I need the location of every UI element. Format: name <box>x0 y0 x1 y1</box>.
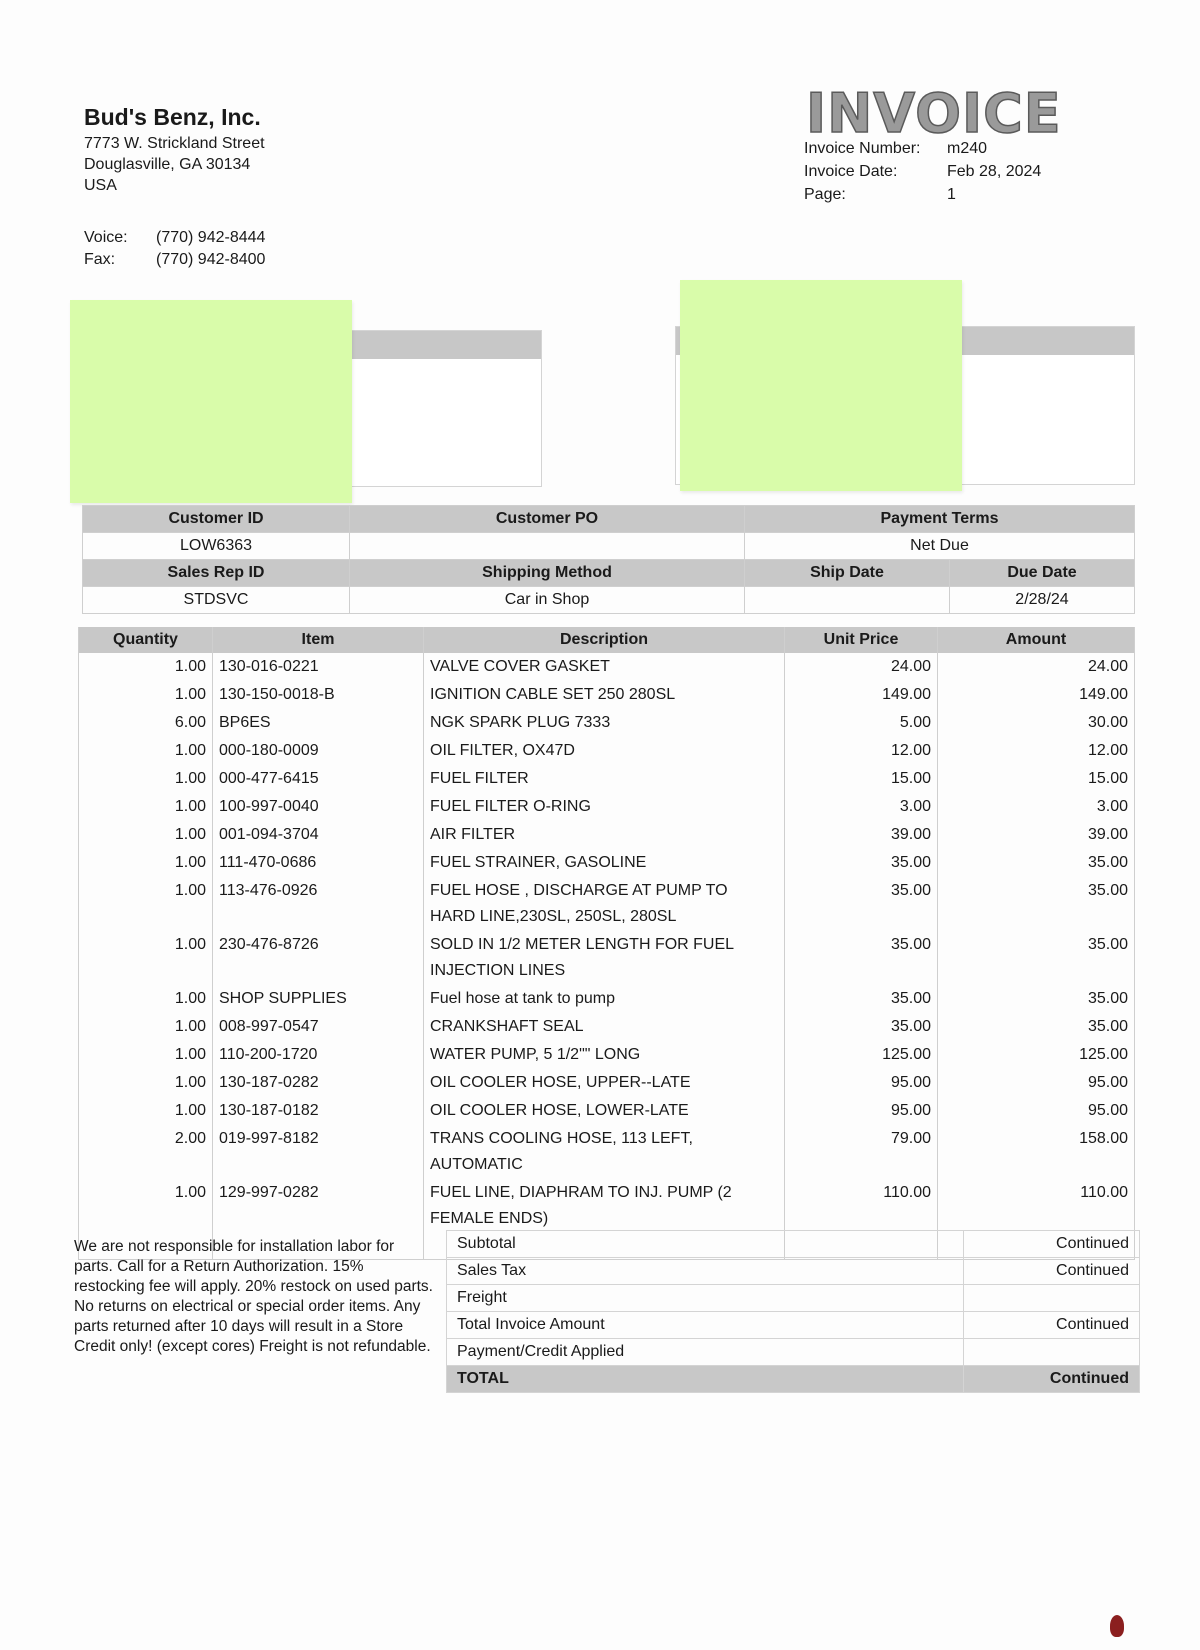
line-item-description <box>424 931 785 985</box>
shipping-method-value: Car in Shop <box>350 587 745 614</box>
unit-price-header: Unit Price <box>785 627 938 653</box>
line-item-row <box>79 985 1135 1013</box>
line-item-quantity: 1.00 <box>79 1041 213 1069</box>
customer-info-table <box>82 505 1135 614</box>
line-item-number: 130-187-0182 <box>213 1097 424 1125</box>
total-label: TOTAL <box>447 1366 964 1393</box>
line-item-row <box>79 681 1135 709</box>
line-item-row <box>79 1041 1135 1069</box>
line-item-number: 008-997-0547 <box>213 1013 424 1041</box>
line-item-quantity: 1.00 <box>79 985 213 1013</box>
line-item-description-line: OIL COOLER HOSE, UPPER--LATE <box>430 1074 691 1091</box>
line-item-quantity: 1.00 <box>79 877 213 931</box>
line-item-number: BP6ES <box>213 709 424 737</box>
line-item-number: 000-477-6415 <box>213 765 424 793</box>
line-item-row <box>79 1013 1135 1041</box>
line-item-amount: 35.00 <box>938 877 1135 931</box>
payment-terms-value: Net Due <box>745 533 1135 560</box>
line-item-unit-price: 35.00 <box>785 877 938 931</box>
line-item-row <box>79 821 1135 849</box>
description-header: Description <box>424 627 785 653</box>
customer-id-header: Customer ID <box>83 506 350 533</box>
invoice-title: INVOICE <box>806 82 1062 145</box>
payment-terms-header: Payment Terms <box>745 506 1135 533</box>
voice-label: Voice: <box>84 229 128 246</box>
sales-rep-header: Sales Rep ID <box>83 560 350 587</box>
due-date-value: 2/28/24 <box>950 587 1135 614</box>
line-item-description-line: Fuel hose at tank to pump <box>430 990 615 1007</box>
line-item-description-line: FUEL HOSE , DISCHARGE AT PUMP TO <box>430 882 728 899</box>
line-item-unit-price: 35.00 <box>785 985 938 1013</box>
customer-po-header: Customer PO <box>350 506 745 533</box>
line-item-number: 000-180-0009 <box>213 737 424 765</box>
line-items-table <box>78 627 1135 1260</box>
line-item-amount: 35.00 <box>938 985 1135 1013</box>
line-item-description-line: VALVE COVER GASKET <box>430 658 610 675</box>
line-item-description-line: FUEL STRAINER, GASOLINE <box>430 854 647 871</box>
page-line <box>804 186 956 204</box>
company-name: Bud's Benz, Inc. <box>84 104 261 130</box>
line-item-description-line: FUEL FILTER <box>430 770 529 787</box>
line-item-amount: 95.00 <box>938 1097 1135 1125</box>
line-item-quantity: 6.00 <box>79 709 213 737</box>
invoice-number-line <box>804 140 987 158</box>
quantity-header: Quantity <box>79 627 213 653</box>
customer-po-value <box>350 533 745 560</box>
line-item-row <box>79 849 1135 877</box>
line-item-row <box>79 931 1135 985</box>
line-item-description <box>424 681 785 709</box>
line-item-quantity: 1.00 <box>79 681 213 709</box>
customer-id-value: LOW6363 <box>83 533 350 560</box>
return-policy-text: We are not responsible for installation labor for parts. Call for a Return Authorization. 15% restocking fee will apply. 20% restock on used parts. No returns on electrical or special order items. Any parts returned after 10 days will result in a Store Credit only! (except cores) Freight is not refundable. <box>74 1238 433 1355</box>
line-item-description <box>424 1179 785 1233</box>
line-item-unit-price: 15.00 <box>785 765 938 793</box>
line-item-number: 110-200-1720 <box>213 1041 424 1069</box>
line-item-description <box>424 877 785 931</box>
line-item-description-line: TRANS COOLING HOSE, 113 LEFT, <box>430 1130 693 1147</box>
line-item-description-line: OIL FILTER, OX47D <box>430 742 575 759</box>
line-item-description-line: NGK SPARK PLUG 7333 <box>430 714 611 731</box>
line-item-unit-price: 35.00 <box>785 849 938 877</box>
line-item-number: 129-997-0282 <box>213 1179 424 1233</box>
company-country: USA <box>84 177 117 194</box>
line-item-quantity: 1.00 <box>79 1179 213 1233</box>
line-item-quantity: 1.00 <box>79 821 213 849</box>
line-item-description <box>424 1013 785 1041</box>
line-item-description <box>424 765 785 793</box>
invoice-date: Feb 28, 2024 <box>947 163 1042 180</box>
page-number: 1 <box>947 186 956 203</box>
line-item-amount: 30.00 <box>938 709 1135 737</box>
invoice-number: m240 <box>947 140 988 157</box>
line-item-description <box>424 1041 785 1069</box>
line-item-amount: 12.00 <box>938 737 1135 765</box>
line-item-unit-price: 95.00 <box>785 1097 938 1125</box>
line-item-row <box>79 1179 1135 1233</box>
line-item-quantity: 1.00 <box>79 765 213 793</box>
due-date-header: Due Date <box>950 560 1135 587</box>
line-item-description <box>424 653 785 681</box>
company-city: Douglasville, GA 30134 <box>84 156 251 173</box>
line-item-quantity: 1.00 <box>79 849 213 877</box>
line-item-amount: 35.00 <box>938 931 1135 985</box>
line-item-number: 230-476-8726 <box>213 931 424 985</box>
line-item-row <box>79 793 1135 821</box>
line-item-description-line: CRANKSHAFT SEAL <box>430 1018 584 1035</box>
line-item-unit-price: 35.00 <box>785 931 938 985</box>
ink-mark <box>1110 1615 1124 1637</box>
line-item-description <box>424 1125 785 1179</box>
line-item-unit-price: 149.00 <box>785 681 938 709</box>
line-item-unit-price: 39.00 <box>785 821 938 849</box>
subtotal-label: Subtotal <box>447 1231 964 1258</box>
line-item-quantity: 1.00 <box>79 1013 213 1041</box>
line-item-number: 113-476-0926 <box>213 877 424 931</box>
line-item-description-line: WATER PUMP, 5 1/2"" LONG <box>430 1046 641 1063</box>
line-item-quantity: 1.00 <box>79 1097 213 1125</box>
total-value: Continued <box>964 1366 1140 1393</box>
line-item-unit-price: 95.00 <box>785 1069 938 1097</box>
line-item-description-line: IGNITION CABLE SET 250 280SL <box>430 686 676 703</box>
invoice-date-label: Invoice Date: <box>804 163 898 180</box>
line-item-amount: 95.00 <box>938 1069 1135 1097</box>
line-item-amount: 24.00 <box>938 653 1135 681</box>
line-item-description-line: FUEL LINE, DIAPHRAM TO INJ. PUMP (2 <box>430 1184 732 1201</box>
line-item-row <box>79 709 1135 737</box>
line-item-row <box>79 737 1135 765</box>
line-item-row <box>79 765 1135 793</box>
payment-credit-label: Payment/Credit Applied <box>447 1339 964 1366</box>
line-item-description-line: HARD LINE,230SL, 250SL, 280SL <box>430 908 677 925</box>
freight-value <box>964 1285 1140 1312</box>
line-item-number: 111-470-0686 <box>213 849 424 877</box>
invoice-date-line <box>804 163 1041 181</box>
voice-number: (770) 942-8444 <box>156 229 266 246</box>
sales-rep-value: STDSVC <box>83 587 350 614</box>
line-item-description-line: FUEL FILTER O-RING <box>430 798 591 815</box>
subtotal-value: Continued <box>964 1231 1140 1258</box>
line-item-unit-price: 24.00 <box>785 653 938 681</box>
fax-number: (770) 942-8400 <box>156 251 266 268</box>
line-item-description-line: AUTOMATIC <box>430 1156 523 1173</box>
line-item-quantity: 1.00 <box>79 1069 213 1097</box>
line-item-unit-price: 3.00 <box>785 793 938 821</box>
line-item-description <box>424 821 785 849</box>
line-item-description <box>424 1097 785 1125</box>
line-item-amount: 158.00 <box>938 1125 1135 1179</box>
line-item-number: 130-187-0282 <box>213 1069 424 1097</box>
line-item-description-line: OIL COOLER HOSE, LOWER-LATE <box>430 1102 689 1119</box>
line-item-amount: 125.00 <box>938 1041 1135 1069</box>
freight-label: Freight <box>447 1285 964 1312</box>
line-item-description-line: INJECTION LINES <box>430 962 566 979</box>
shipping-method-header: Shipping Method <box>350 560 745 587</box>
line-item-number: 130-016-0221 <box>213 653 424 681</box>
line-item-row <box>79 877 1135 931</box>
line-item-quantity: 1.00 <box>79 737 213 765</box>
line-item-unit-price: 125.00 <box>785 1041 938 1069</box>
line-item-description <box>424 709 785 737</box>
invoice-number-label: Invoice Number: <box>804 140 921 157</box>
line-item-description-line: FEMALE ENDS) <box>430 1210 549 1227</box>
voice-line <box>84 229 265 247</box>
line-item-amount: 35.00 <box>938 1013 1135 1041</box>
line-item-row <box>79 1069 1135 1097</box>
line-item-unit-price: 79.00 <box>785 1125 938 1179</box>
line-item-description <box>424 737 785 765</box>
fax-label: Fax: <box>84 251 116 268</box>
fax-line <box>84 251 265 269</box>
line-item-number: 100-997-0040 <box>213 793 424 821</box>
line-item-unit-price: 12.00 <box>785 737 938 765</box>
line-item-quantity: 1.00 <box>79 653 213 681</box>
amount-header: Amount <box>938 627 1135 653</box>
total-invoice-value: Continued <box>964 1312 1140 1339</box>
sales-tax-label: Sales Tax <box>447 1258 964 1285</box>
line-item-unit-price: 35.00 <box>785 1013 938 1041</box>
page-label: Page: <box>804 186 846 203</box>
sales-tax-value: Continued <box>964 1258 1140 1285</box>
ship-date-value <box>745 587 950 614</box>
line-item-amount: 39.00 <box>938 821 1135 849</box>
line-item-amount: 3.00 <box>938 793 1135 821</box>
line-item-description-line: SOLD IN 1/2 METER LENGTH FOR FUEL <box>430 936 735 953</box>
sticky-note-left <box>70 300 352 503</box>
line-item-quantity: 1.00 <box>79 793 213 821</box>
line-items-body <box>79 653 1135 1260</box>
line-item-amount: 15.00 <box>938 765 1135 793</box>
line-item-number: 001-094-3704 <box>213 821 424 849</box>
line-item-number: 019-997-8182 <box>213 1125 424 1179</box>
totals-table <box>446 1230 1140 1393</box>
line-item-amount: 110.00 <box>938 1179 1135 1233</box>
line-item-description-line: AIR FILTER <box>430 826 516 843</box>
line-item-number: SHOP SUPPLIES <box>213 985 424 1013</box>
line-item-description <box>424 793 785 821</box>
line-item-amount: 35.00 <box>938 849 1135 877</box>
item-header: Item <box>213 627 424 653</box>
line-item-unit-price: 5.00 <box>785 709 938 737</box>
line-item-row <box>79 1097 1135 1125</box>
line-item-row <box>79 653 1135 681</box>
company-street: 7773 W. Strickland Street <box>84 135 265 152</box>
line-item-quantity: 2.00 <box>79 1125 213 1179</box>
sticky-note-right <box>680 280 962 491</box>
line-item-description <box>424 1069 785 1097</box>
line-item-row <box>79 1125 1135 1179</box>
ship-date-header: Ship Date <box>745 560 950 587</box>
line-item-number: 130-150-0018-B <box>213 681 424 709</box>
line-item-unit-price: 110.00 <box>785 1179 938 1233</box>
total-invoice-label: Total Invoice Amount <box>447 1312 964 1339</box>
line-item-description <box>424 849 785 877</box>
line-item-quantity: 1.00 <box>79 931 213 985</box>
payment-credit-value <box>964 1339 1140 1366</box>
line-item-description <box>424 985 785 1013</box>
line-item-amount: 149.00 <box>938 681 1135 709</box>
